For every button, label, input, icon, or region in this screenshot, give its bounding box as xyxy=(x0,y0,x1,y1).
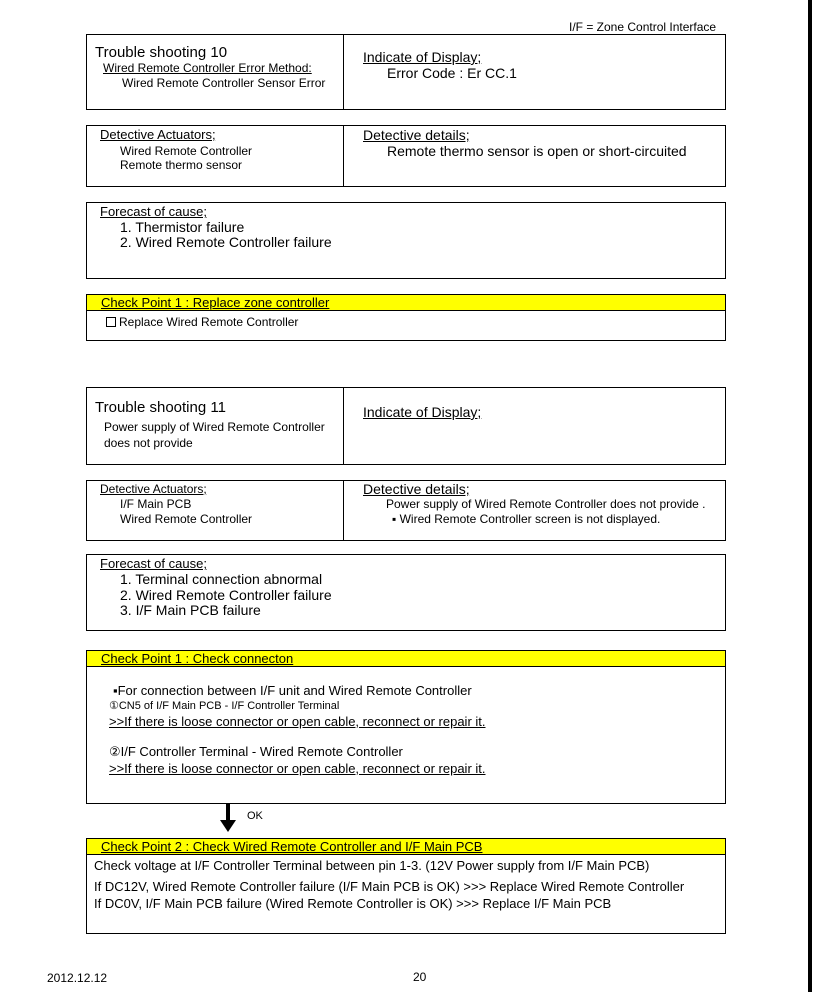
ts10-display-label: Indicate of Display; xyxy=(363,49,482,65)
ts11-check1-box xyxy=(86,650,726,804)
ts11-check1-line: ①CN5 of I/F Main PCB - I/F Controller Terminal xyxy=(109,700,340,712)
ts11-check1-title: Check Point 1 : Check connecton xyxy=(101,651,294,666)
ts10-forecast-box xyxy=(86,202,726,279)
ts11-actuators-label: Detective Actuators; xyxy=(100,482,207,496)
ts11-header-box xyxy=(86,387,726,465)
ts11-check2-title: Check Point 2 : Check Wired Remote Controller and I/F Main PCB xyxy=(101,839,483,854)
ts11-check2-box xyxy=(86,838,726,934)
ts11-desc-line: does not provide xyxy=(104,436,193,450)
ts11-check2-line: If DC12V, Wired Remote Controller failure (I/F Main PCB is OK) >>> Replace Wired Remote Controller xyxy=(94,879,685,894)
ts11-forecast-item: 2. Wired Remote Controller failure xyxy=(120,587,332,603)
footer-date: 2012.12.12 xyxy=(47,971,108,985)
down-arrow-icon xyxy=(220,820,236,832)
ts11-check1-line: ▪For connection between I/F unit and Wired Remote Controller xyxy=(113,683,472,698)
ts11-actuators-box xyxy=(86,480,726,541)
ts11-check2-line: If DC0V, I/F Main PCB failure (Wired Remote Controller is OK) >>> Replace I/F Main PCB xyxy=(94,896,612,911)
ts10-title: Trouble shooting 10 xyxy=(95,44,228,61)
ts10-actuator-item: Remote thermo sensor xyxy=(120,158,243,172)
ts11-detail-item: ▪ Wired Remote Controller screen is not displayed. xyxy=(392,512,661,526)
ts11-check1-title-bar xyxy=(87,651,725,667)
ts10-detail-item: Remote thermo sensor is open or short-circuited xyxy=(387,143,687,159)
ts11-detail-item: Power supply of Wired Remote Controller does not provide . xyxy=(386,497,706,511)
ts11-check1-line: ②I/F Controller Terminal - Wired Remote Controller xyxy=(109,744,403,759)
ts10-actuators-divider xyxy=(343,126,344,186)
ts10-actuators-box xyxy=(86,125,726,187)
ts10-check1-item xyxy=(106,315,298,329)
ts10-check1-item-label: Replace Wired Remote Controller xyxy=(119,315,299,329)
ts11-header-divider xyxy=(343,388,344,464)
ts11-check1-line: >>If there is loose connector or open cable, reconnect or repair it. xyxy=(109,761,486,776)
ts10-check1-box xyxy=(86,294,726,341)
page-number: 20 xyxy=(413,970,427,984)
ts10-display-value: Error Code : Er CC.1 xyxy=(387,65,517,81)
ts10-forecast-item: 1. Thermistor failure xyxy=(120,219,245,235)
interface-legend: I/F = Zone Control Interface xyxy=(569,20,717,34)
ts10-method-label: Wired Remote Controller Error Method: xyxy=(103,61,312,75)
ts11-display-label: Indicate of Display; xyxy=(363,404,482,420)
ts11-forecast-item: 1. Terminal connection abnormal xyxy=(120,571,323,587)
ts10-actuators-label: Detective Actuators; xyxy=(100,127,216,142)
page-edge-bar xyxy=(808,0,812,992)
ts11-actuators-divider xyxy=(343,481,344,540)
ts11-check2-title-bar xyxy=(87,839,725,855)
ts11-check1-line: >>If there is loose connector or open cable, reconnect or repair it. xyxy=(109,714,486,729)
ts10-header-divider xyxy=(343,35,344,109)
ts10-details-label: Detective details; xyxy=(363,127,470,143)
ts10-check1-title: Check Point 1 : Replace zone controller xyxy=(101,295,330,310)
ts11-title: Trouble shooting 11 xyxy=(95,399,226,416)
ts11-desc-line: Power supply of Wired Remote Controller xyxy=(104,420,325,434)
ts11-check2-line: Check voltage at I/F Controller Terminal between pin 1-3. (12V Power supply from I/F Main PCB) xyxy=(94,858,650,873)
ok-label: OK xyxy=(247,810,263,822)
ts11-details-label: Detective details; xyxy=(363,481,470,497)
ts10-check1-title-bar xyxy=(87,295,725,311)
ts10-forecast-item: 2. Wired Remote Controller failure xyxy=(120,234,332,250)
ts11-forecast-label: Forecast of cause; xyxy=(100,556,207,571)
ts11-actuator-item: I/F Main PCB xyxy=(120,497,192,511)
ts10-forecast-label: Forecast of cause; xyxy=(100,204,207,219)
ts11-actuator-item: Wired Remote Controller xyxy=(120,512,253,526)
ts11-forecast-box xyxy=(86,554,726,631)
ts10-actuator-item: Wired Remote Controller xyxy=(120,144,253,158)
ts11-forecast-item: 3. I/F Main PCB failure xyxy=(120,602,261,618)
ts10-header-box xyxy=(86,34,726,110)
ts10-method-value: Wired Remote Controller Sensor Error xyxy=(122,76,326,90)
checkbox-icon xyxy=(106,317,116,327)
